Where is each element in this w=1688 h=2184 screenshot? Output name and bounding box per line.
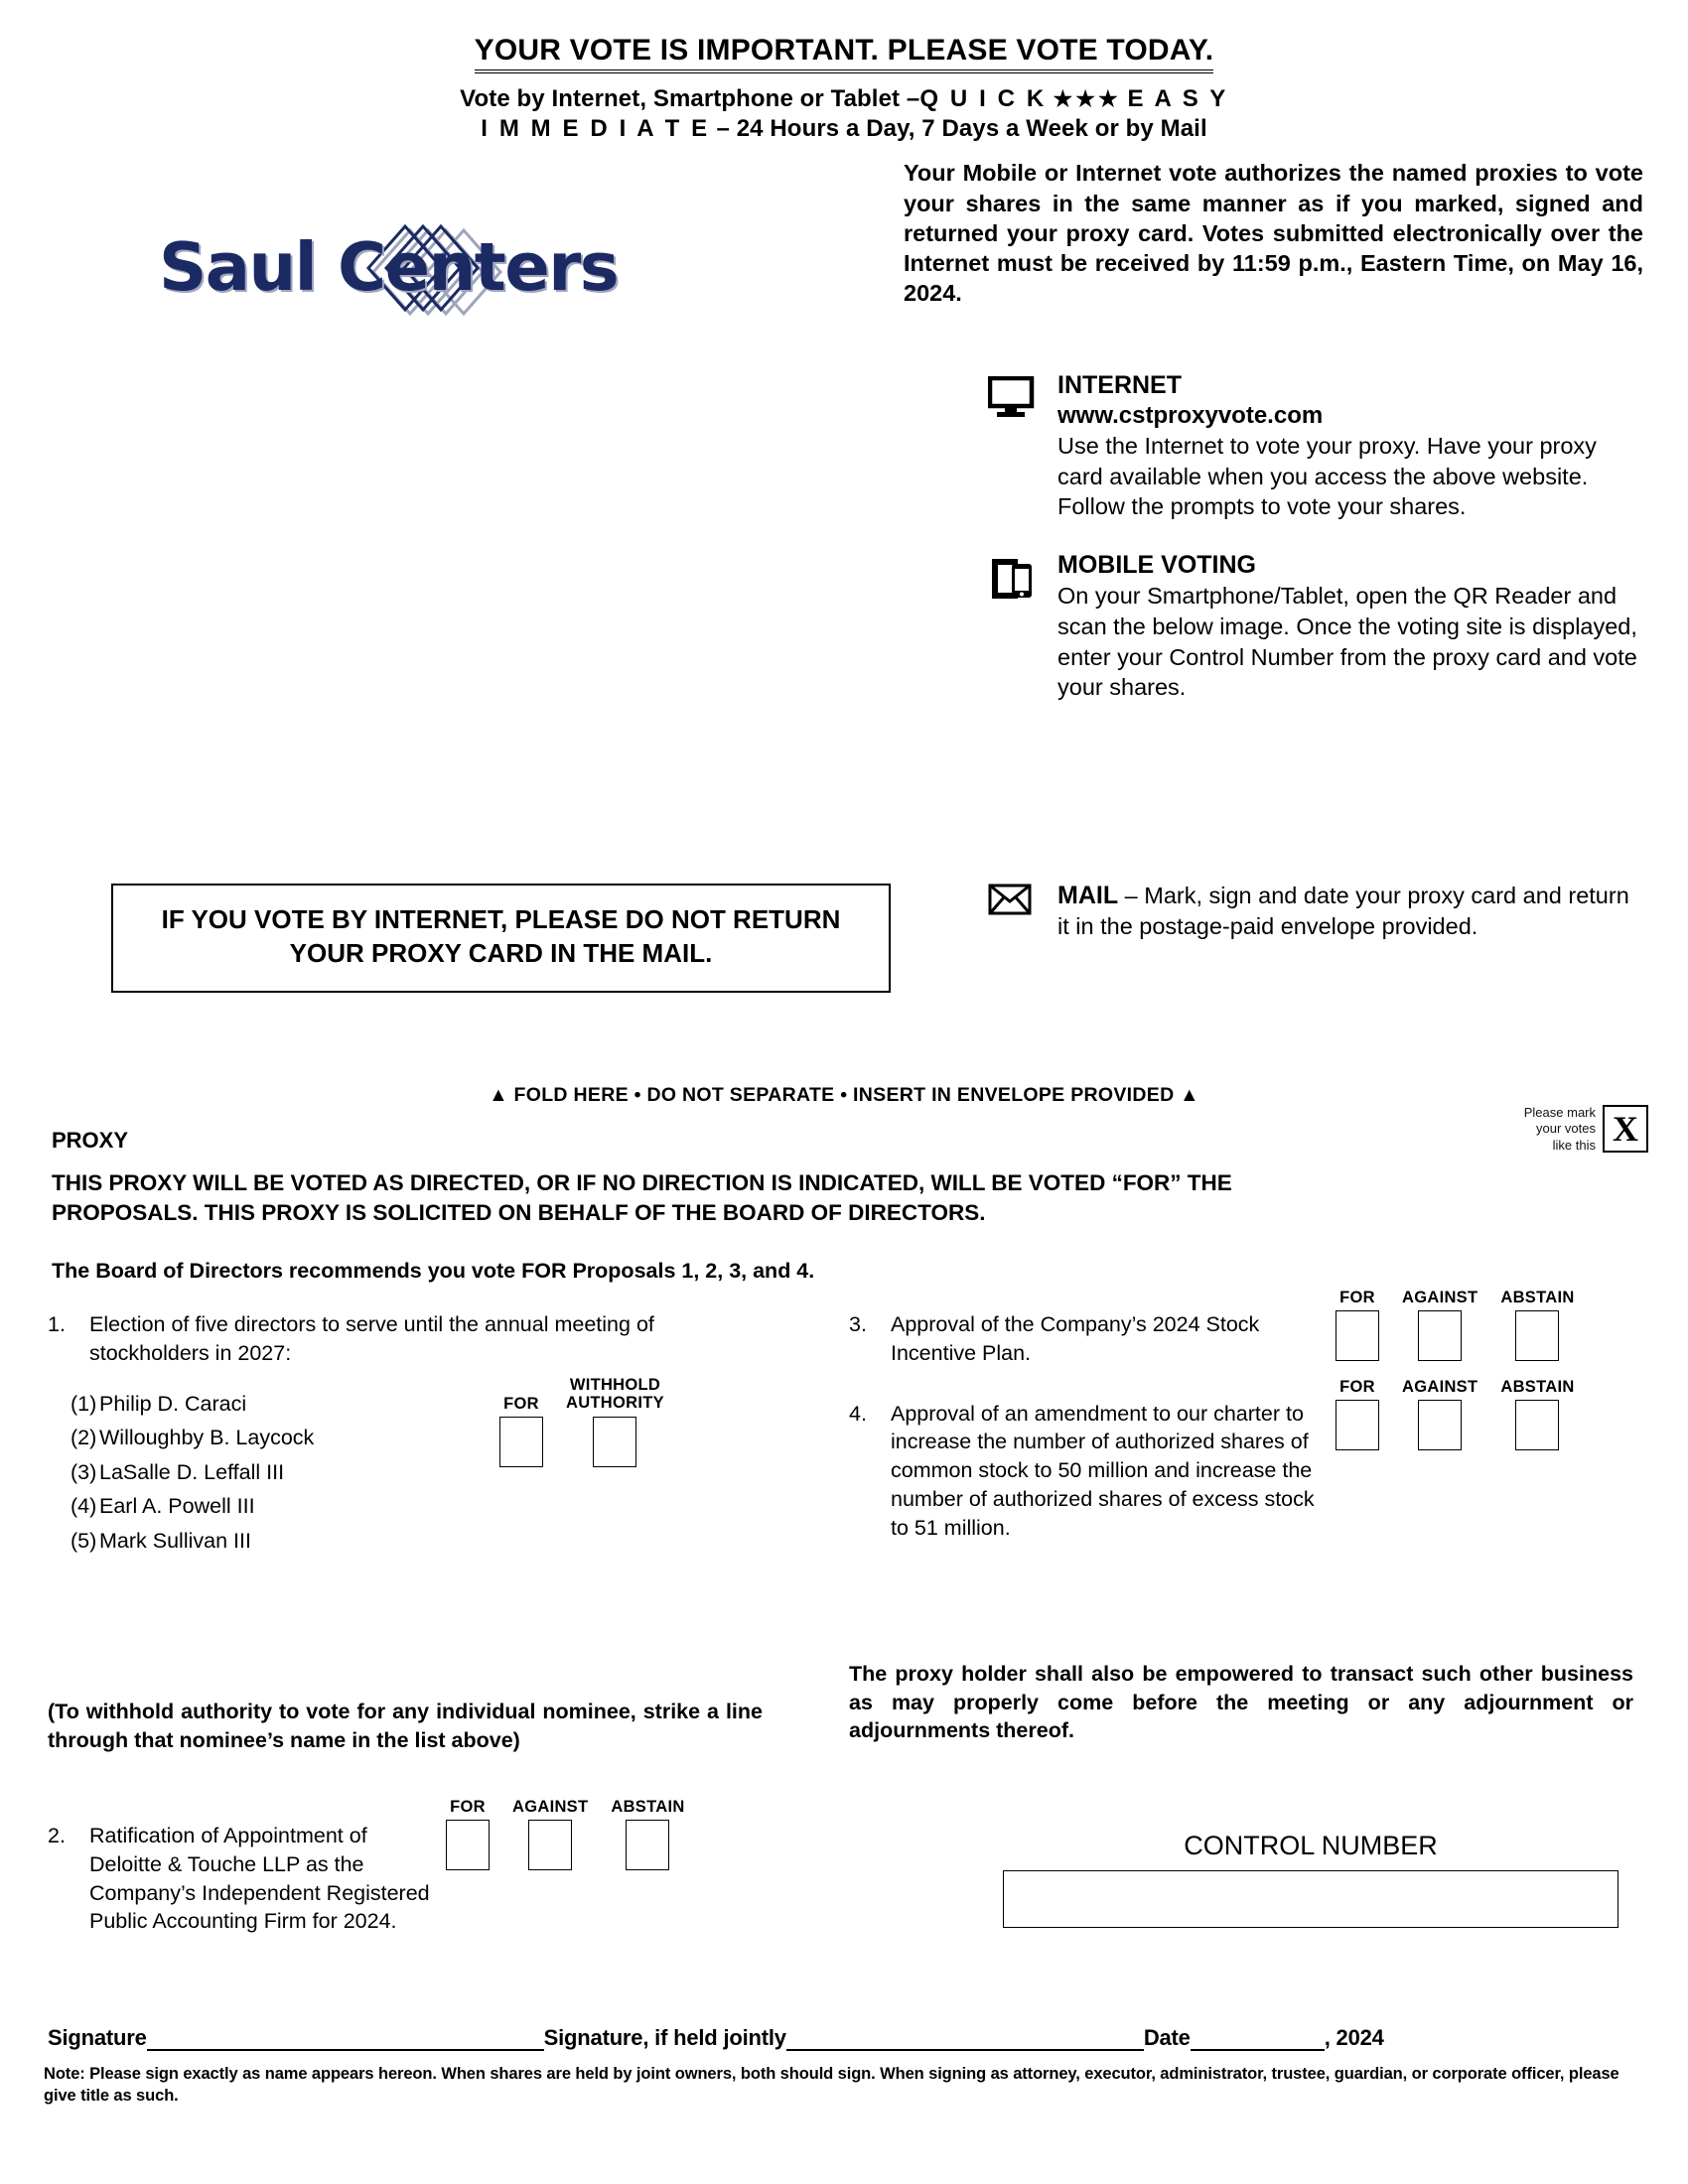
- proposal-2-for-column: [446, 1798, 490, 1936]
- proposal-1-text: Election of five directors to serve until the annual meeting of stockholders in 2027:: [89, 1312, 654, 1365]
- internet-instructions: Use the Internet to vote your proxy. Have your proxy card available when you access the above website. Follow the prompts to vote your shares.: [1057, 433, 1597, 520]
- proposal-2-against-checkbox[interactable]: [528, 1820, 572, 1870]
- easy-text: E A S Y: [1127, 85, 1228, 112]
- proposal-2-number: 2.: [48, 1824, 66, 1847]
- proposal-4-abstain-checkbox[interactable]: [1515, 1400, 1559, 1450]
- proposal-4-for-checkbox[interactable]: [1336, 1400, 1379, 1450]
- mark-instruction-box: [1524, 1105, 1648, 1154]
- proposal-4-text: Approval of an amendment to our charter to increase the number of authorized shares of common stock to 50 million and increase the number of authorized shares of excess stock to 51 million.: [891, 1401, 1315, 1540]
- signature-row: [48, 2025, 1651, 2051]
- nominee-3-name: LaSalle D. Leffall III: [99, 1459, 285, 1484]
- proposal-1-for-checkbox[interactable]: [499, 1417, 543, 1467]
- proposal-3-for-column: [1336, 1289, 1379, 1368]
- internet-notice-text: IF YOU VOTE BY INTERNET, PLEASE DO NOT RETURN YOUR PROXY CARD IN THE MAIL.: [161, 904, 841, 968]
- intro-column: [904, 158, 1648, 322]
- header-subtitle-line1: [0, 84, 1688, 114]
- proposal-2: [48, 1798, 832, 1936]
- mail-method-body: [1057, 880, 1643, 942]
- internet-method-body: [1057, 372, 1643, 522]
- nominee-4-index: (4): [70, 1494, 97, 1519]
- mail-text: – Mark, sign and date your proxy card and return it in the postage-paid envelope provided.: [1057, 882, 1629, 940]
- mobile-title: MOBILE VOTING: [1057, 550, 1256, 579]
- internet-notice-box: [111, 884, 891, 993]
- proposal-1-number: 1.: [48, 1312, 66, 1336]
- top-section: [0, 158, 1688, 322]
- proposal-1-vote-boxes: [499, 1376, 687, 1467]
- immediate-text: I M M E D I A T E: [481, 115, 710, 143]
- quick-text: Q U I C K: [919, 85, 1047, 112]
- logo-wordmark: Saul Centers: [159, 228, 619, 307]
- proposal-1-withhold-checkbox[interactable]: [593, 1417, 636, 1467]
- signature-field[interactable]: [147, 2049, 544, 2051]
- mark-line-2: your votes: [1536, 1121, 1596, 1137]
- nominee-1-index: (1): [70, 1391, 97, 1416]
- mobile-method-body: [1057, 552, 1643, 703]
- nominee-4-name: Earl A. Powell III: [99, 1494, 255, 1519]
- nominee-5-index: (5): [70, 1528, 97, 1553]
- proposal-3-against-checkbox[interactable]: [1418, 1310, 1462, 1361]
- proposal-1-withhold-column: [566, 1376, 664, 1467]
- nominee-1-name: Philip D. Caraci: [99, 1391, 247, 1416]
- vote-methods-text: Vote by Internet, Smartphone or Tablet –: [460, 85, 920, 112]
- nominee-2-name: Willoughby B. Laycock: [99, 1426, 315, 1450]
- header-subtitle-line2: [0, 114, 1688, 144]
- proposal-1-for-column: [499, 1376, 543, 1467]
- voting-method-internet: [988, 372, 1643, 522]
- mark-instruction-label: [1524, 1105, 1603, 1154]
- list-item: [48, 1496, 773, 1518]
- date-field[interactable]: [1191, 2049, 1325, 2051]
- proxy-holder-note: The proxy holder shall also be empowered to transact such other business as may properly come before the meeting or any adjournment or adjournments thereof.: [849, 1662, 1633, 1743]
- proposal-4: [849, 1377, 1643, 1543]
- list-item: [48, 1528, 773, 1553]
- proxy-statement: THIS PROXY WILL BE VOTED AS DIRECTED, OR IF NO DIRECTION IS INDICATED, WILL BE VOTED “FOR” THE PROPOSALS. THIS PROXY IS SOLICITED ON BEHALF OF THE BOARD OF DIRECTORS.: [52, 1170, 1232, 1225]
- stars-icon: ★★★: [1053, 86, 1121, 111]
- year-suffix: , 2024: [1324, 2025, 1384, 2050]
- intro-paragraph: Your Mobile or Internet vote authorizes the named proxies to vote your shares in the same manner as if you marked, signed and returned your proxy card. Votes submitted electronically over the Internet must be received by 11:59 p.m., Eastern Time, on May 16, 2024.: [904, 160, 1643, 306]
- proposal-4-abstain-column: [1500, 1378, 1574, 1543]
- monitor-icon: [988, 372, 1057, 522]
- proposal-4-abstain-label: ABSTAIN: [1500, 1377, 1575, 1396]
- mark-line-3: like this: [1552, 1137, 1596, 1153]
- proposal-3-vote-boxes: [1336, 1289, 1598, 1368]
- proxy-heading: PROXY: [52, 1128, 129, 1153]
- proposal-2-wrapper: [48, 1798, 832, 1944]
- mark-line-1: Please mark: [1523, 1105, 1596, 1120]
- envelope-icon: [988, 880, 1057, 942]
- proposal-2-abstain-column: [611, 1798, 684, 1936]
- date-label: Date: [1143, 2025, 1191, 2050]
- proposal-3-for-checkbox[interactable]: [1336, 1310, 1379, 1361]
- proposals-right-column: [849, 1289, 1643, 1551]
- proposal-3-text: Approval of the Company’s 2024 Stock Incentive Plan.: [891, 1312, 1260, 1365]
- proposal-4-against-checkbox[interactable]: [1418, 1400, 1462, 1450]
- proposal-3-abstain-column: [1500, 1289, 1574, 1368]
- proposal-2-abstain-checkbox[interactable]: [626, 1820, 669, 1870]
- internet-title: INTERNET: [1057, 371, 1182, 399]
- proposal-2-for-checkbox[interactable]: [446, 1820, 490, 1870]
- nominee-3-index: (3): [70, 1459, 97, 1484]
- joint-signature-field[interactable]: [786, 2049, 1144, 2051]
- mark-example-x: X: [1603, 1105, 1648, 1153]
- hours-text: – 24 Hours a Day, 7 Days a Week or by Mail: [716, 115, 1207, 143]
- proposal-2-vote-boxes: [446, 1798, 708, 1936]
- control-number-label: CONTROL NUMBER: [1184, 1831, 1438, 1860]
- proposals-left-column: [48, 1310, 773, 1565]
- proposal-3: [849, 1289, 1643, 1368]
- proposal-2-against-label: AGAINST: [512, 1798, 589, 1816]
- voting-method-mobile: [988, 552, 1643, 703]
- board-recommendation: The Board of Directors recommends you vote FOR Proposals 1, 2, 3, and 4.: [52, 1259, 815, 1283]
- proposal-1-for-label: FOR: [503, 1394, 539, 1413]
- voting-methods: [988, 372, 1643, 968]
- logo-column: [0, 158, 904, 322]
- proposal-4-against-column: [1402, 1378, 1477, 1543]
- proposal-3-for-label: FOR: [1339, 1289, 1375, 1306]
- proposal-2-against-column: [512, 1798, 588, 1936]
- signature-note: Note: Please sign exactly as name appears hereon. When shares are held by joint owners, both should sign. When signing as attorney, executor, administrator, trustee, guardian, or corporate officer, please give title as such.: [44, 2065, 1619, 2106]
- control-number-section: [1003, 1832, 1618, 1928]
- proposal-3-number: 3.: [849, 1312, 867, 1336]
- company-logo: [149, 212, 655, 322]
- proposal-3-against-label: AGAINST: [1402, 1289, 1478, 1306]
- proposal-3-abstain-checkbox[interactable]: [1515, 1310, 1559, 1361]
- proposal-4-vote-boxes: [1336, 1378, 1598, 1543]
- fold-here-line: ▲ FOLD HERE • DO NOT SEPARATE • INSERT IN ENVELOPE PROVIDED ▲: [489, 1084, 1199, 1106]
- proposal-2-abstain-label: ABSTAIN: [611, 1798, 685, 1816]
- proposal-3-against-column: [1402, 1289, 1477, 1368]
- nominee-list: [48, 1375, 773, 1553]
- proposal-4-number: 4.: [849, 1401, 867, 1426]
- document-header: [0, 0, 1688, 144]
- proposal-2-for-label: FOR: [450, 1798, 486, 1816]
- proposal-4-for-column: [1336, 1378, 1379, 1543]
- withhold-authority-note: (To withhold authority to vote for any individual nominee, strike a line through that nominee’s name in the list above): [48, 1700, 763, 1752]
- proposal-4-for-label: FOR: [1339, 1377, 1375, 1396]
- nominee-5-name: Mark Sullivan III: [99, 1528, 251, 1553]
- mail-title: MAIL: [1057, 881, 1119, 909]
- proposal-3-abstain-label: ABSTAIN: [1500, 1289, 1575, 1306]
- proposal-4-against-label: AGAINST: [1402, 1377, 1478, 1396]
- control-number-input[interactable]: [1003, 1870, 1618, 1928]
- joint-signature-label: Signature, if held jointly: [543, 2025, 786, 2050]
- mail-instructions: [1057, 880, 1643, 942]
- signature-label: Signature: [48, 2025, 147, 2050]
- page-title: YOUR VOTE IS IMPORTANT. PLEASE VOTE TODAY.: [475, 34, 1214, 73]
- nominee-2-index: (2): [70, 1426, 97, 1450]
- internet-url[interactable]: www.cstproxyvote.com: [1057, 401, 1324, 429]
- mobile-instructions: On your Smartphone/Tablet, open the QR Reader and scan the below image. Once the voting site is displayed, enter your Control Number from the proxy card and vote your shares.: [1057, 583, 1637, 701]
- header-subtitle: [0, 84, 1688, 144]
- proposal-2-text: Ratification of Appointment of Deloitte & Touche LLP as the Company’s Independent Registered Public Accounting Firm for 2024.: [89, 1824, 430, 1934]
- proposal-1: [48, 1310, 773, 1368]
- mobile-device-icon: [988, 552, 1057, 703]
- proposal-1-withhold-label: WITHHOLD AUTHORITY: [566, 1375, 664, 1413]
- voting-method-mail: [988, 880, 1643, 942]
